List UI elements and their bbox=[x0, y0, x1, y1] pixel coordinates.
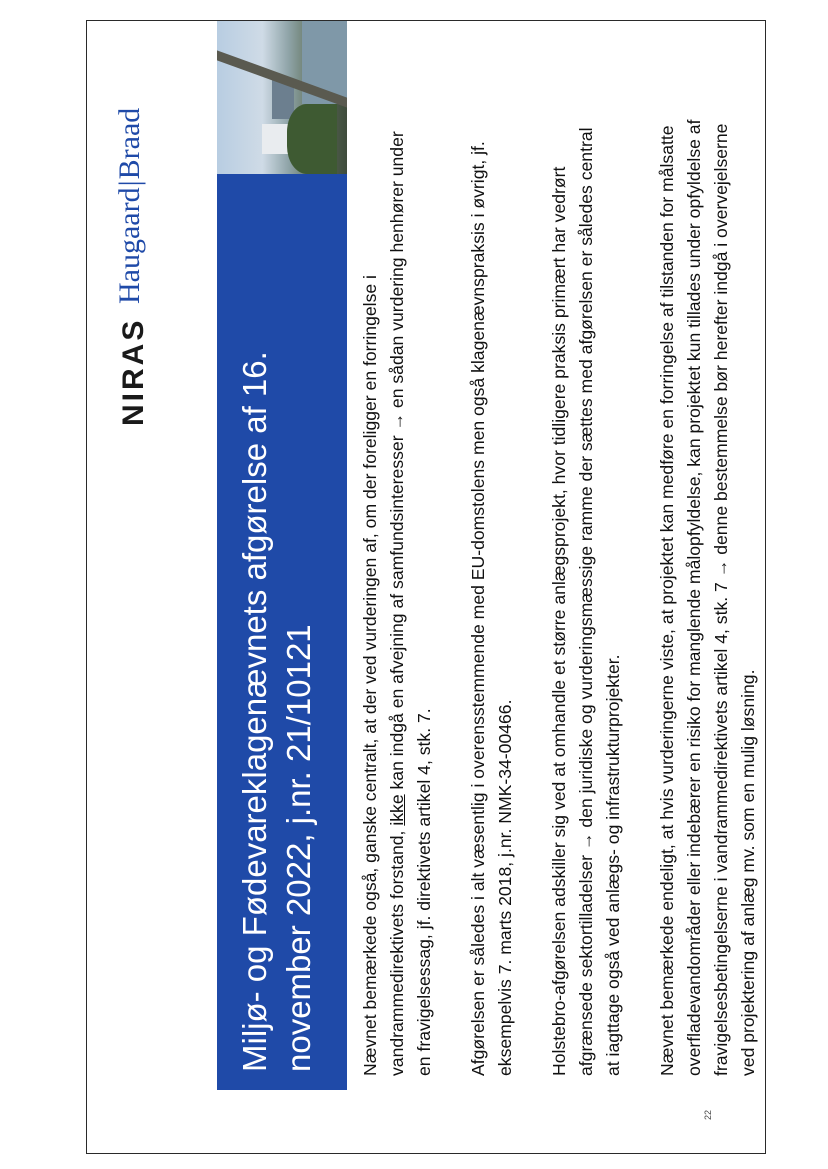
paragraph-text: kan indgå en afvejning af samfundsinteresser → en sådan vurdering henhører under en fravigelsessag, jf. direktivets artikel 4, stk. 7. bbox=[387, 131, 434, 1076]
paragraph-1 bbox=[357, 116, 438, 1076]
paragraph-2: Afgørelsen er således i alt væsentlig i overensstemmende med EU-domstolens men også klagenævnspraksis i øvrigt, jf. eksempelvis 7. marts 2018, j.nr. NMK-34-00466. bbox=[468, 141, 515, 1076]
rotated-slide bbox=[87, 21, 764, 1152]
underlined-word: ikke bbox=[387, 794, 407, 826]
page-number: 22 bbox=[703, 1109, 713, 1120]
paragraph-3: Holstebro-afgørelsen adskiller sig ved at omhandle et større anlægsprojekt, hvor tidligere praksis primært har vedrørt afgrænsede sektortilladelser → den juridiske og vurderingsmæssige ramme der sættes med afgørelsen er således central at iagttage også ved anlægs- og infrastrukturprojekter. bbox=[549, 127, 623, 1076]
paragraph-text: Nævnet bemærkede også, ganske centralt, at der ved vurderingen af, om der foreligger en forringelse i vandrammedirektivets forstand, bbox=[360, 275, 407, 1076]
header-photo bbox=[217, 21, 347, 174]
logo-braad: Braad bbox=[113, 107, 146, 180]
slide-body bbox=[357, 116, 764, 1076]
logo-haugaard: Haugaard bbox=[113, 187, 146, 304]
paragraph-4: Nævnet bemærkede endeligt, at hvis vurderingerne viste, at projektet kan medføre en forringelse af tilstanden for målsatte overfladevandområder eller indebærer en risiko for manglende målopfyldelse, kan projektet kun tillades under opfyldelse af fravigelsesbetingelserne i vandrammedirektivets artikel 4, stk. 7 → denne bestemmelse bør herefter indgå i overvejelserne ved projektering af anlæg mv. som en mulig løsning. bbox=[657, 119, 758, 1076]
haugaard-braad-logo bbox=[113, 108, 147, 304]
logo-separator: | bbox=[113, 180, 146, 187]
slide-title: Miljø- og Fødevareklagenævnets afgørelse af 16. november 2022, j.nr. 21/10121 bbox=[236, 351, 317, 1072]
title-band bbox=[217, 174, 347, 1090]
photo-tree bbox=[287, 104, 337, 174]
slide-frame bbox=[86, 20, 766, 1154]
niras-logo: NIRAS bbox=[117, 317, 150, 426]
